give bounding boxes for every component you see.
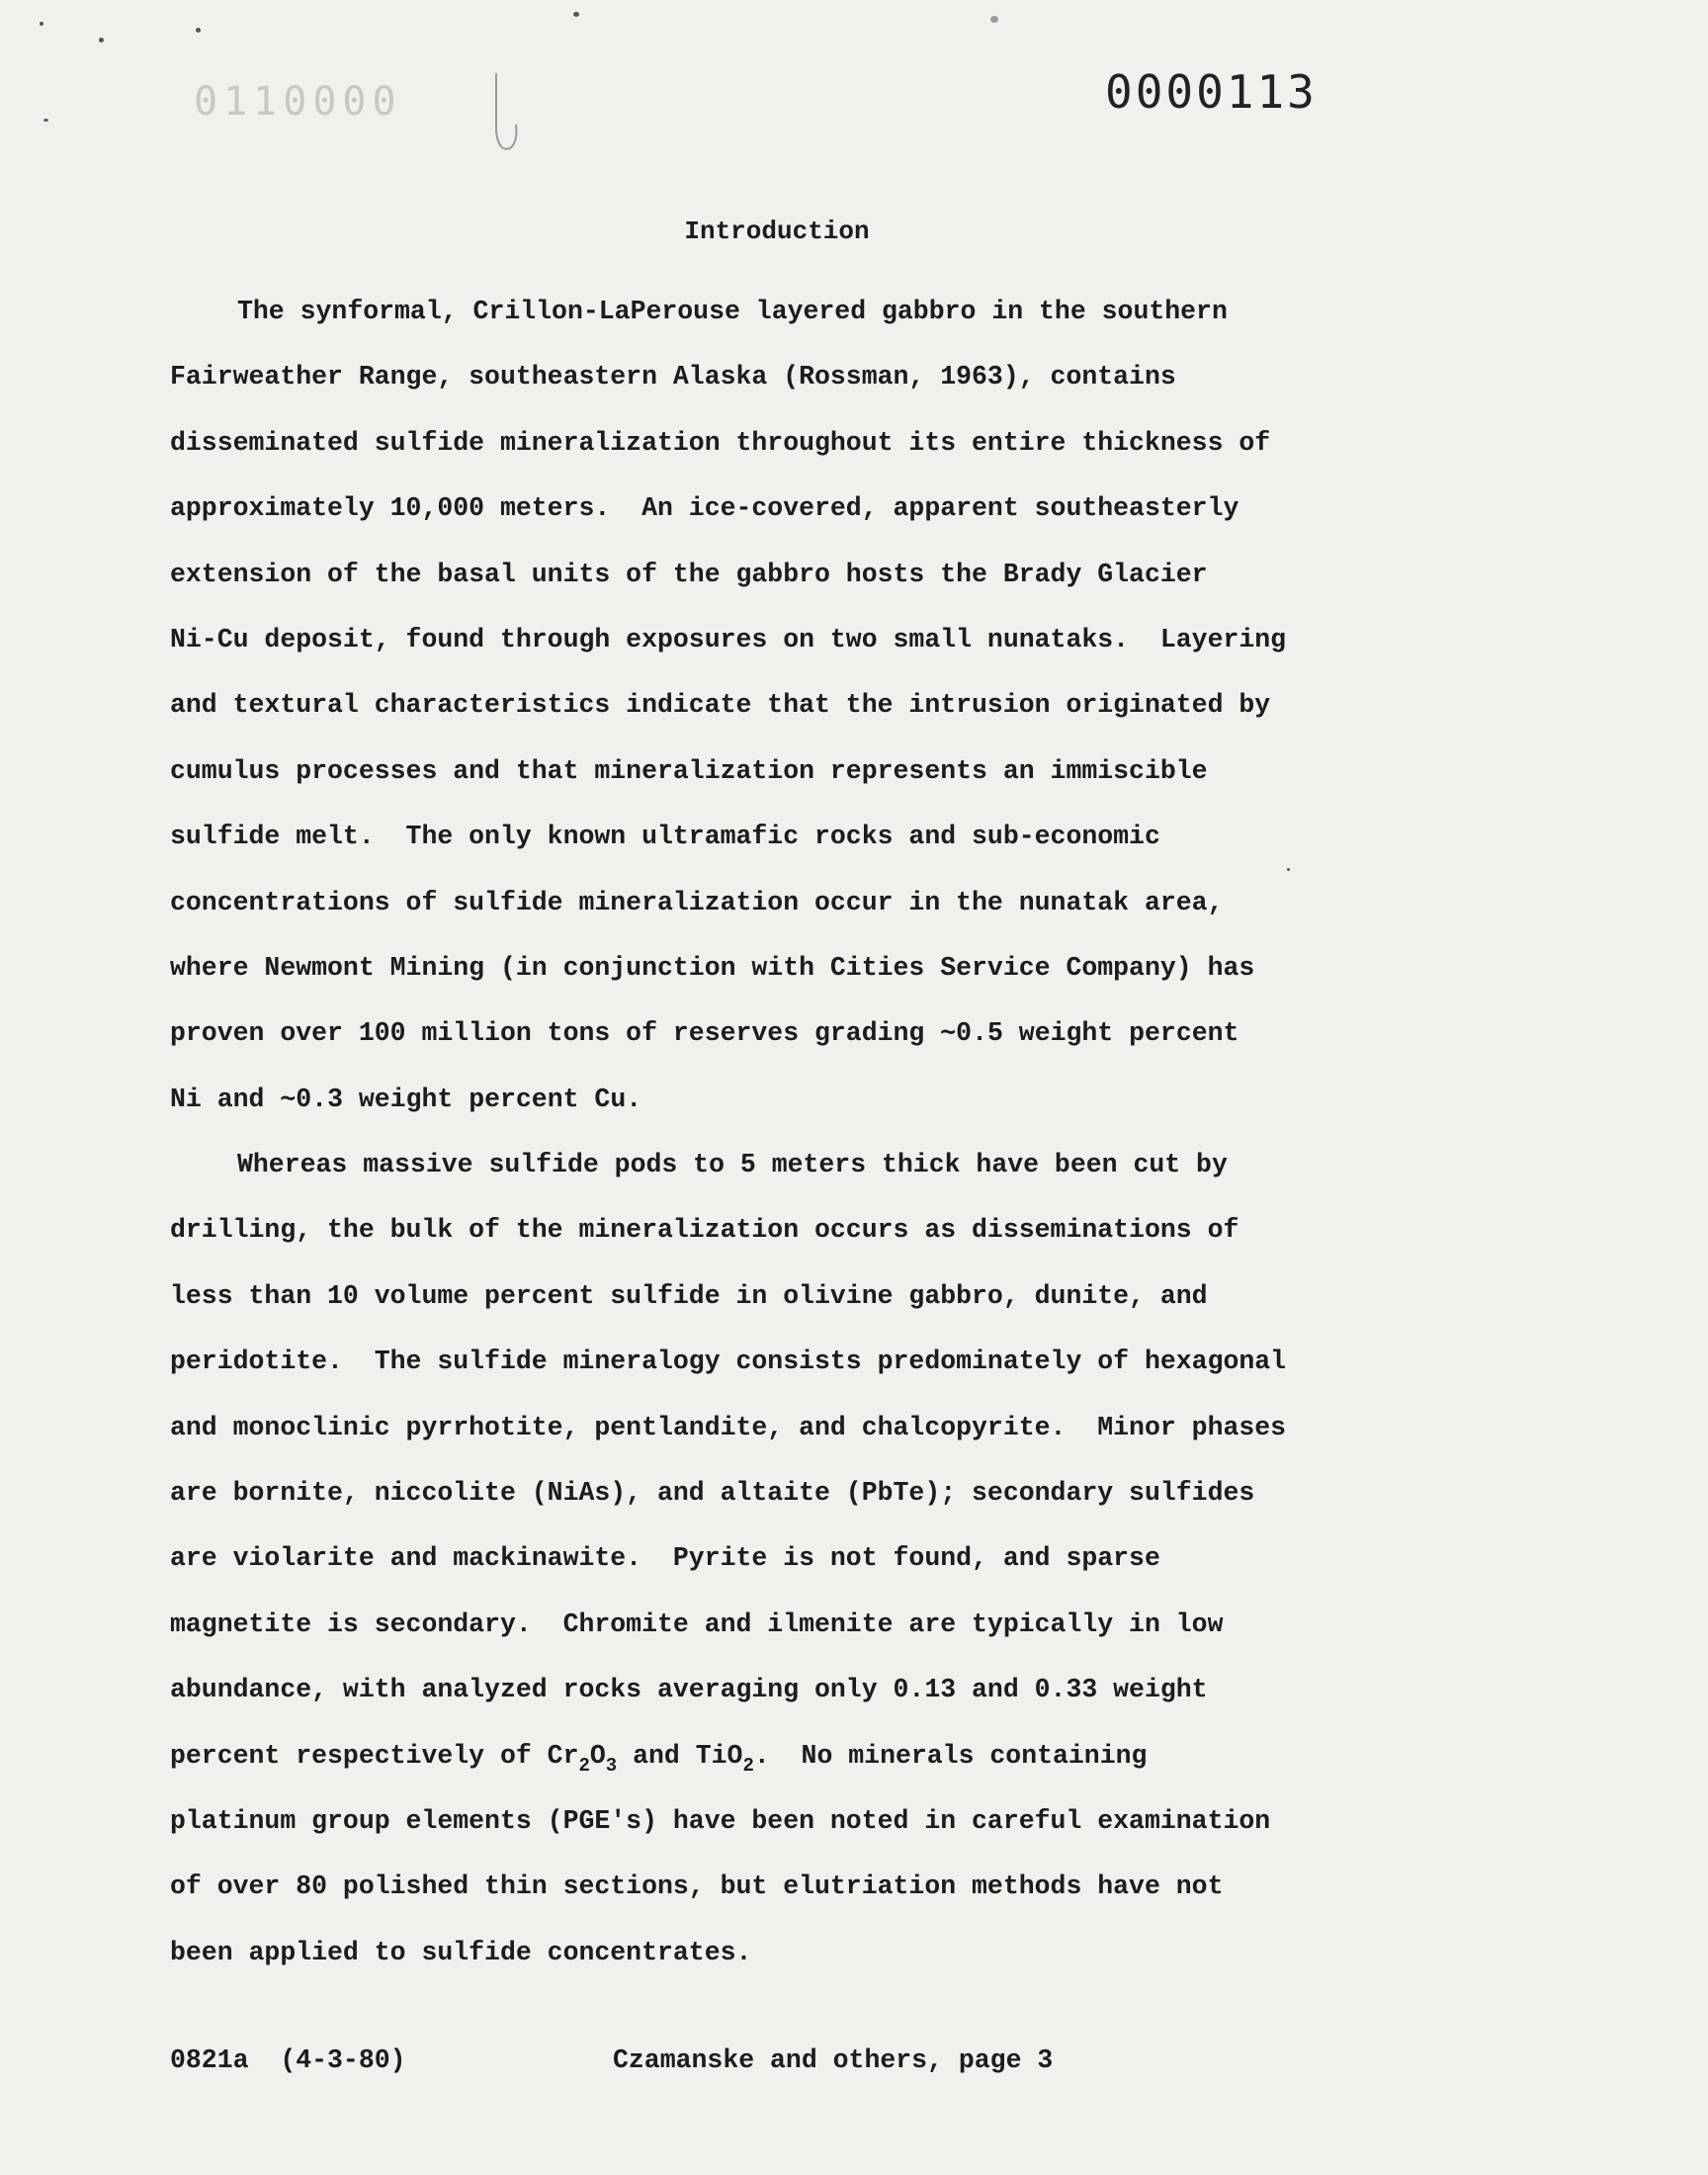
chem-cr: Cr — [547, 1740, 579, 1771]
chem-o: O — [589, 1740, 606, 1771]
scan-speck — [99, 38, 104, 43]
chem-suffix: . No minerals containing — [753, 1740, 1148, 1771]
text-line: Ni and ∼0.3 weight percent Cu. — [170, 1084, 642, 1114]
chemical-formula-line — [170, 1723, 1386, 1788]
scan-speck — [40, 22, 43, 26]
chem-cr-subscript: 2 — [578, 1754, 590, 1777]
pencil-check-mark — [492, 69, 522, 154]
chem-o-subscript: 3 — [605, 1754, 618, 1777]
text-line: peridotite. The sulfide mineralogy consists predominately of hexagonal — [170, 1347, 1287, 1377]
text-line: of over 80 polished thin sections, but elutriation methods have not — [170, 1871, 1224, 1902]
scan-speck — [43, 119, 48, 122]
section-title: Introduction — [684, 217, 870, 246]
paragraph-1 — [170, 279, 1386, 1132]
scan-speck — [1287, 868, 1290, 871]
text-line: approximately 10,000 meters. An ice-covered, apparent southeasterly — [170, 493, 1239, 524]
text-line: disseminated sulfide mineralization throughout its entire thickness of — [170, 427, 1271, 458]
chem-tio-subscript: 2 — [742, 1754, 754, 1777]
scan-speck — [573, 12, 579, 17]
text-line: sulfide melt. The only known ultramafic rocks and sub-economic — [170, 822, 1160, 852]
text-line: are violarite and mackinawite. Pyrite is not found, and sparse — [170, 1543, 1160, 1574]
text-line: concentrations of sulfide mineralization occur in the nunatak area, — [170, 887, 1224, 917]
paragraph-2 — [170, 1132, 1386, 1985]
page-number-stamp: 0000113 — [1105, 65, 1318, 119]
scan-speck — [196, 28, 201, 33]
text-line: magnetite is secondary. Chromite and ilmenite are typically in low — [170, 1609, 1224, 1639]
footer-document-code: 0821a (4-3-80) — [170, 2045, 406, 2075]
text-line: Fairweather Range, southeastern Alaska (Rossman, 1963), contains — [170, 362, 1176, 392]
text-line: and monoclinic pyrrhotite, pentlandite, and chalcopyrite. Minor phases — [170, 1412, 1287, 1442]
text-line: The synformal, Crillon-LaPerouse layered gabbro in the southern — [237, 297, 1228, 326]
text-line: Ni-Cu deposit, found through exposures on two small nunataks. Layering — [170, 624, 1287, 654]
text-line: platinum group elements (PGE's) have been noted in careful examination — [170, 1805, 1271, 1836]
text-line: are bornite, niccolite (NiAs), and altaite (PbTe); secondary sulfides — [170, 1478, 1255, 1509]
body-text — [170, 279, 1386, 1985]
text-line: and textural characteristics indicate that the intrusion originated by — [170, 690, 1271, 721]
text-line: extension of the basal units of the gabbro hosts the Brady Glacier — [170, 559, 1208, 589]
text-line: Whereas massive sulfide pods to 5 meters thick have been cut by — [237, 1150, 1228, 1180]
scan-speck — [990, 16, 998, 23]
text-line: cumulus processes and that mineralization represents an immiscible — [170, 755, 1208, 786]
chem-and: and — [617, 1740, 696, 1771]
chem-prefix: percent respectively of — [170, 1740, 548, 1771]
footer-page-reference: Czamanske and others, page 3 — [613, 2045, 1054, 2075]
text-line: abundance, with analyzed rocks averaging only 0.13 and 0.33 weight — [170, 1675, 1208, 1705]
chem-tio: TiO — [695, 1740, 743, 1771]
text-line: less than 10 volume percent sulfide in olivine gabbro, dunite, and — [170, 1280, 1208, 1311]
text-line: where Newmont Mining (in conjunction with Cities Service Company) has — [170, 952, 1255, 983]
faint-stamp-number: 0110000 — [194, 79, 402, 125]
text-line: drilling, the bulk of the mineralization occurs as disseminations of — [170, 1215, 1239, 1246]
text-line: been applied to sulfide concentrates. — [170, 1937, 752, 1967]
text-line: proven over 100 million tons of reserves grading ∼0.5 weight percent — [170, 1018, 1239, 1049]
